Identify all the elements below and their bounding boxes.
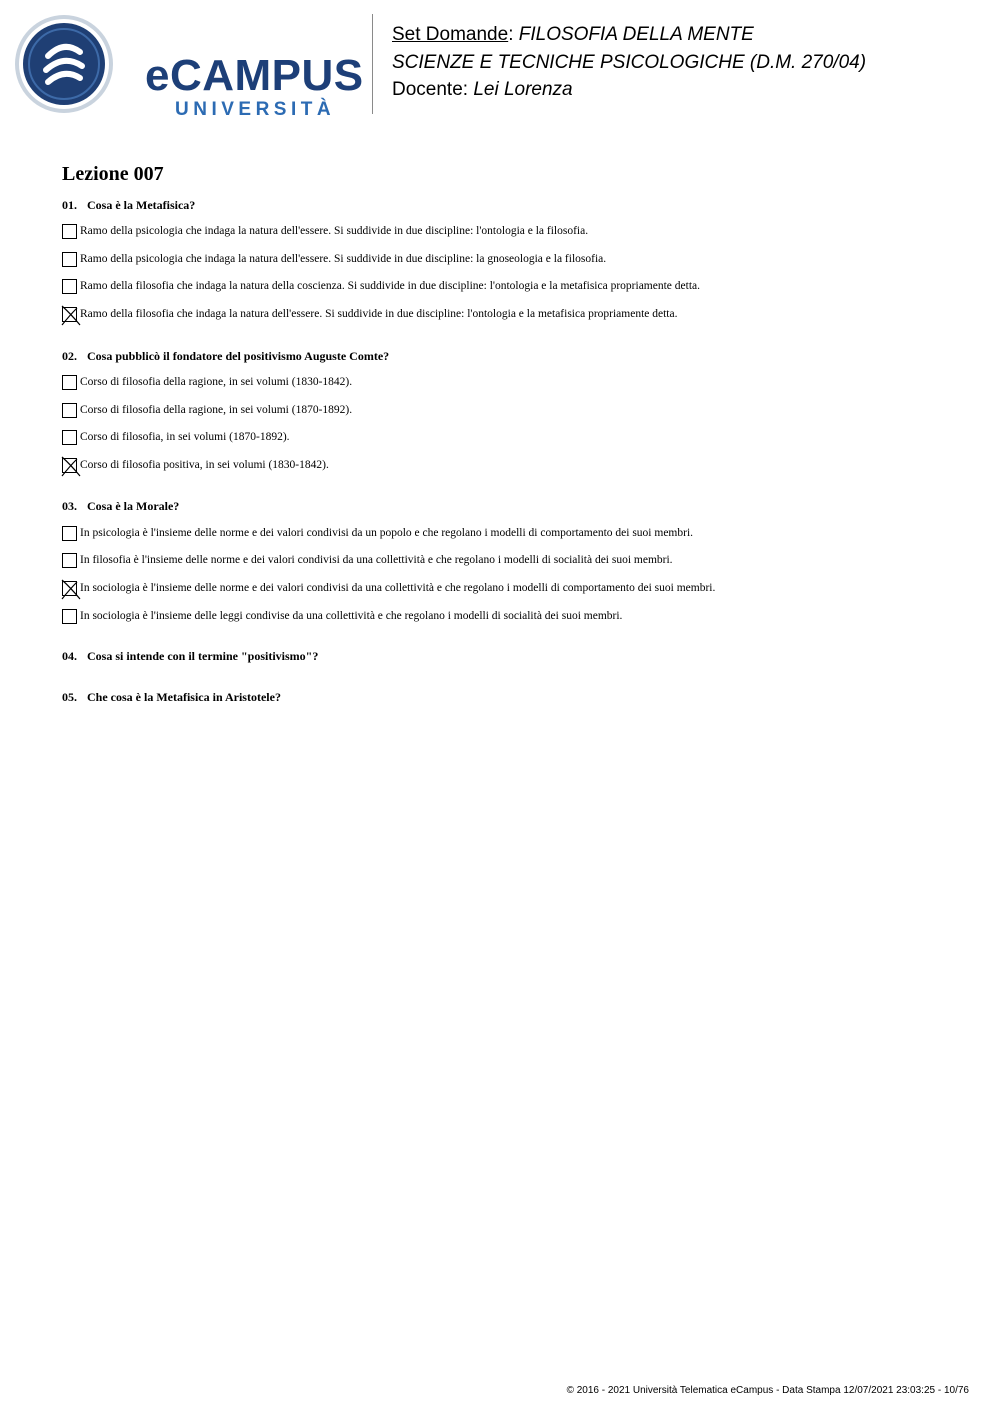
teacher-line	[392, 80, 573, 99]
answer-option[interactable]	[62, 526, 962, 542]
checkbox[interactable]	[62, 430, 77, 445]
logo-subtitle: UNIVERSITÀ	[175, 99, 336, 120]
answer-option[interactable]	[62, 307, 962, 323]
question-text: Cosa pubblicò il fondatore del positivismo Auguste Comte?	[87, 349, 390, 363]
checkbox[interactable]	[62, 609, 77, 624]
checkbox[interactable]	[62, 553, 77, 568]
checkbox[interactable]	[62, 224, 77, 239]
answer-option[interactable]	[62, 609, 962, 625]
degree-line	[392, 53, 866, 72]
checkbox[interactable]	[62, 526, 77, 541]
set-label: Set Domande	[392, 24, 509, 45]
question-number: 01.	[62, 198, 77, 212]
answer-text: Ramo della psicologia che indaga la natura dell'essere. Si suddivide in due discipline: l'ontologia e la filosofia.	[80, 225, 589, 237]
answer-text: Corso di filosofia, in sei volumi (1870-1892).	[80, 431, 290, 443]
answer-option[interactable]	[62, 252, 962, 268]
answer-text: Corso di filosofia positiva, in sei volumi (1830-1842).	[80, 459, 329, 471]
question-number: 02.	[62, 349, 77, 363]
answer-option[interactable]	[62, 581, 962, 597]
page-footer: © 2016 - 2021 Università Telematica eCampus - Data Stampa 12/07/2021 23:03:25 - 10/76	[566, 1385, 969, 1396]
ecampus-seal-icon	[14, 14, 124, 118]
answer-option[interactable]	[62, 458, 962, 474]
question-text: Che cosa è la Metafisica in Aristotele?	[87, 690, 281, 704]
answer-option[interactable]	[62, 279, 962, 295]
answer-text: Corso di filosofia della ragione, in sei volumi (1870-1892).	[80, 404, 353, 416]
answer-text: In psicologia è l'insieme delle norme e dei valori condivisi da un popolo e che regolano i modelli di comportamento dei suoi membri.	[80, 527, 694, 539]
question-4	[62, 650, 318, 662]
answer-text: Ramo della filosofia che indaga la natura della coscienza. Si suddivide in due discipline: l'ontologia e la metafisica propriamente detta.	[80, 280, 700, 292]
answer-text: Ramo della filosofia che indaga la natura dell'essere. Si suddivide in due discipline: l'ontologia e la metafisica propriamente detta.	[80, 308, 678, 320]
course-title: FILOSOFIA DELLA MENTE	[518, 24, 754, 45]
logo-wordmark: eCAMPUS	[145, 51, 364, 100]
question-text: Cosa è la Metafisica?	[87, 198, 196, 212]
answer-option[interactable]	[62, 375, 962, 391]
header-divider	[372, 14, 373, 114]
teacher-label: Docente:	[392, 79, 474, 100]
answer-option[interactable]	[62, 430, 962, 446]
question-1	[62, 199, 195, 211]
answer-text: Corso di filosofia della ragione, in sei volumi (1830-1842).	[80, 376, 353, 388]
set-separator: :	[508, 24, 519, 45]
answer-option[interactable]	[62, 553, 962, 569]
question-number: 04.	[62, 649, 77, 663]
checkbox[interactable]	[62, 252, 77, 267]
answer-option[interactable]	[62, 224, 962, 240]
checkbox[interactable]	[62, 403, 77, 418]
question-text: Cosa è la Morale?	[87, 499, 180, 513]
question-3	[62, 500, 179, 512]
answer-text: In filosofia è l'insieme delle norme e dei valori condivisi da una collettività e che regolano i modelli di socialità dei suoi membri.	[80, 554, 673, 566]
lesson-title: Lezione 007	[62, 163, 164, 185]
question-number: 03.	[62, 499, 77, 513]
question-2	[62, 350, 389, 362]
question-5	[62, 691, 281, 703]
checkbox[interactable]	[62, 375, 77, 390]
teacher-name: Lei Lorenza	[473, 79, 573, 100]
checkbox[interactable]	[62, 279, 77, 294]
question-text: Cosa si intende con il termine "positivismo"?	[87, 649, 319, 663]
answer-option[interactable]	[62, 403, 962, 419]
set-line	[392, 25, 754, 44]
degree-title: SCIENZE E TECNICHE PSICOLOGICHE (D.M. 270/04)	[392, 52, 867, 73]
answer-text: Ramo della psicologia che indaga la natura dell'essere. Si suddivide in due discipline: la gnoseologia e la filosofia.	[80, 253, 607, 265]
answer-text: In sociologia è l'insieme delle leggi condivise da una collettività e che regolano i modelli di socialità dei suoi membri.	[80, 610, 623, 622]
answer-text: In sociologia è l'insieme delle norme e dei valori condivisi da una collettività e che regolano i modelli di comportamento dei suoi membri.	[80, 582, 716, 594]
ecampus-logo	[14, 14, 364, 120]
question-number: 05.	[62, 690, 77, 704]
